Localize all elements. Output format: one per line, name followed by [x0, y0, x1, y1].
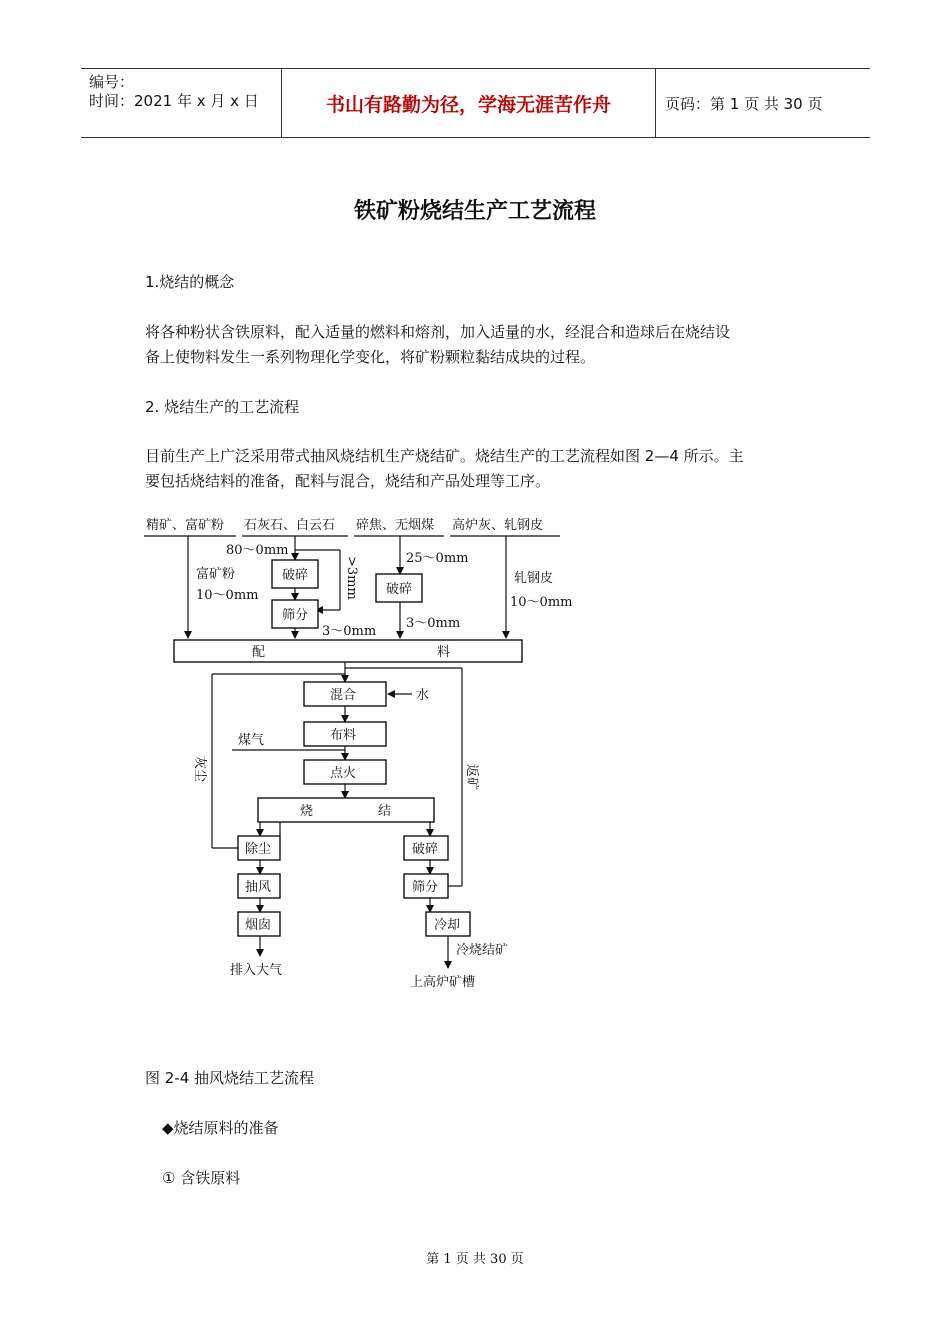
page-footer: 第 1 页 共 30 页 [426, 1252, 524, 1267]
header-table [81, 68, 870, 138]
source-dust: 高炉灰、轧钢皮 [452, 518, 544, 533]
box-ignite-label: 点火 [330, 766, 357, 781]
box-screen1-label: 筛分 [282, 608, 309, 623]
label-to-air: 排入大气 [230, 963, 283, 978]
label-gas: 煤气 [238, 733, 265, 748]
section1-body-line1: 将各种粉状含铁原料，配入适量的燃料和熔剂，加入适量的水，经混合和造球后在烧结设 [145, 323, 731, 341]
label-rich-ore: 富矿粉 [196, 567, 236, 582]
section1-body-line2: 备上使物料发生一系列物理化学变化，将矿粉颗粒黏结成块的过程。 [145, 348, 596, 366]
figure-caption: 图 2-4 抽风烧结工艺流程 [145, 1069, 315, 1087]
box-fan-label: 抽风 [245, 880, 272, 895]
label-dust-return: 灰尘 [192, 756, 207, 783]
box-sinter-left: 烧 [300, 804, 314, 819]
section2-heading: 2. 烧结生产的工艺流程 [145, 398, 300, 416]
box-dedust-label: 除尘 [245, 842, 272, 857]
box-crush3-label: 破碎 [412, 842, 439, 857]
label-fuel-out: 3～0mm [406, 616, 461, 631]
header-left-cell [81, 69, 281, 137]
label-fuel-size: 25～0mm [406, 551, 469, 566]
box-crush2-text: 破碎 [386, 582, 413, 597]
label-cold-sinter: 冷烧结矿 [456, 943, 509, 958]
numbered-item: ① 含铁原料 [162, 1169, 241, 1187]
box-mix-label: 混合 [330, 688, 357, 703]
header-motto: 书山有路勤为径，学海无涯苦作舟 [281, 69, 656, 137]
source-ore: 精矿、富矿粉 [146, 518, 225, 533]
box-batching [174, 640, 522, 662]
label-scale: 轧钢皮 [514, 571, 554, 586]
box-screen3-label: 筛分 [412, 880, 439, 895]
source-flux: 石灰石、白云石 [244, 518, 336, 533]
label-to-furnace: 上高炉矿槽 [410, 975, 476, 990]
date-text: 时间：2021 年 x 月 x 日 [89, 92, 259, 110]
label-rich-ore-size: 10～0mm [196, 588, 259, 603]
box-cool-label: 冷却 [434, 918, 461, 933]
box-crush1-label: 破碎 [282, 568, 309, 583]
bullet-item: ◆烧结原料的准备 [162, 1119, 279, 1137]
box-sinter-right: 结 [378, 804, 392, 819]
header-page-info: 页码：第 1 页 共 30 页 [665, 94, 823, 113]
box-sinter [258, 798, 434, 822]
label-oversize: >3mm [344, 556, 359, 600]
source-fuel: 碎焦、无烟煤 [356, 518, 435, 533]
box-batching-right: 料 [437, 645, 451, 660]
section2-body-line1: 目前生产上广泛采用带式抽风烧结机生产烧结矿。烧结生产的工艺流程如图 2—4 所示。主 [145, 447, 744, 465]
label-flux-size: 80～0mm [226, 543, 289, 558]
label-water: 水 [416, 688, 430, 703]
label-flux-out: 3～0mm [322, 624, 377, 639]
section2-body-line2: 要包括烧结料的准备，配料与混合，烧结和产品处理等工序。 [145, 472, 551, 490]
label-return-fines: 返矿 [464, 764, 479, 791]
section1-heading: 1.烧结的概念 [145, 273, 235, 291]
label-scale-size: 10～0mm [510, 595, 573, 610]
document-title: 铁矿粉烧结生产工艺流程 [353, 199, 596, 224]
box-chimney-label: 烟囱 [245, 918, 272, 933]
sintering-flow-diagram [140, 508, 580, 1008]
box-feed-label: 布料 [330, 728, 357, 743]
box-batching-left: 配 [252, 645, 266, 660]
serial-label: 编号： [89, 73, 135, 91]
